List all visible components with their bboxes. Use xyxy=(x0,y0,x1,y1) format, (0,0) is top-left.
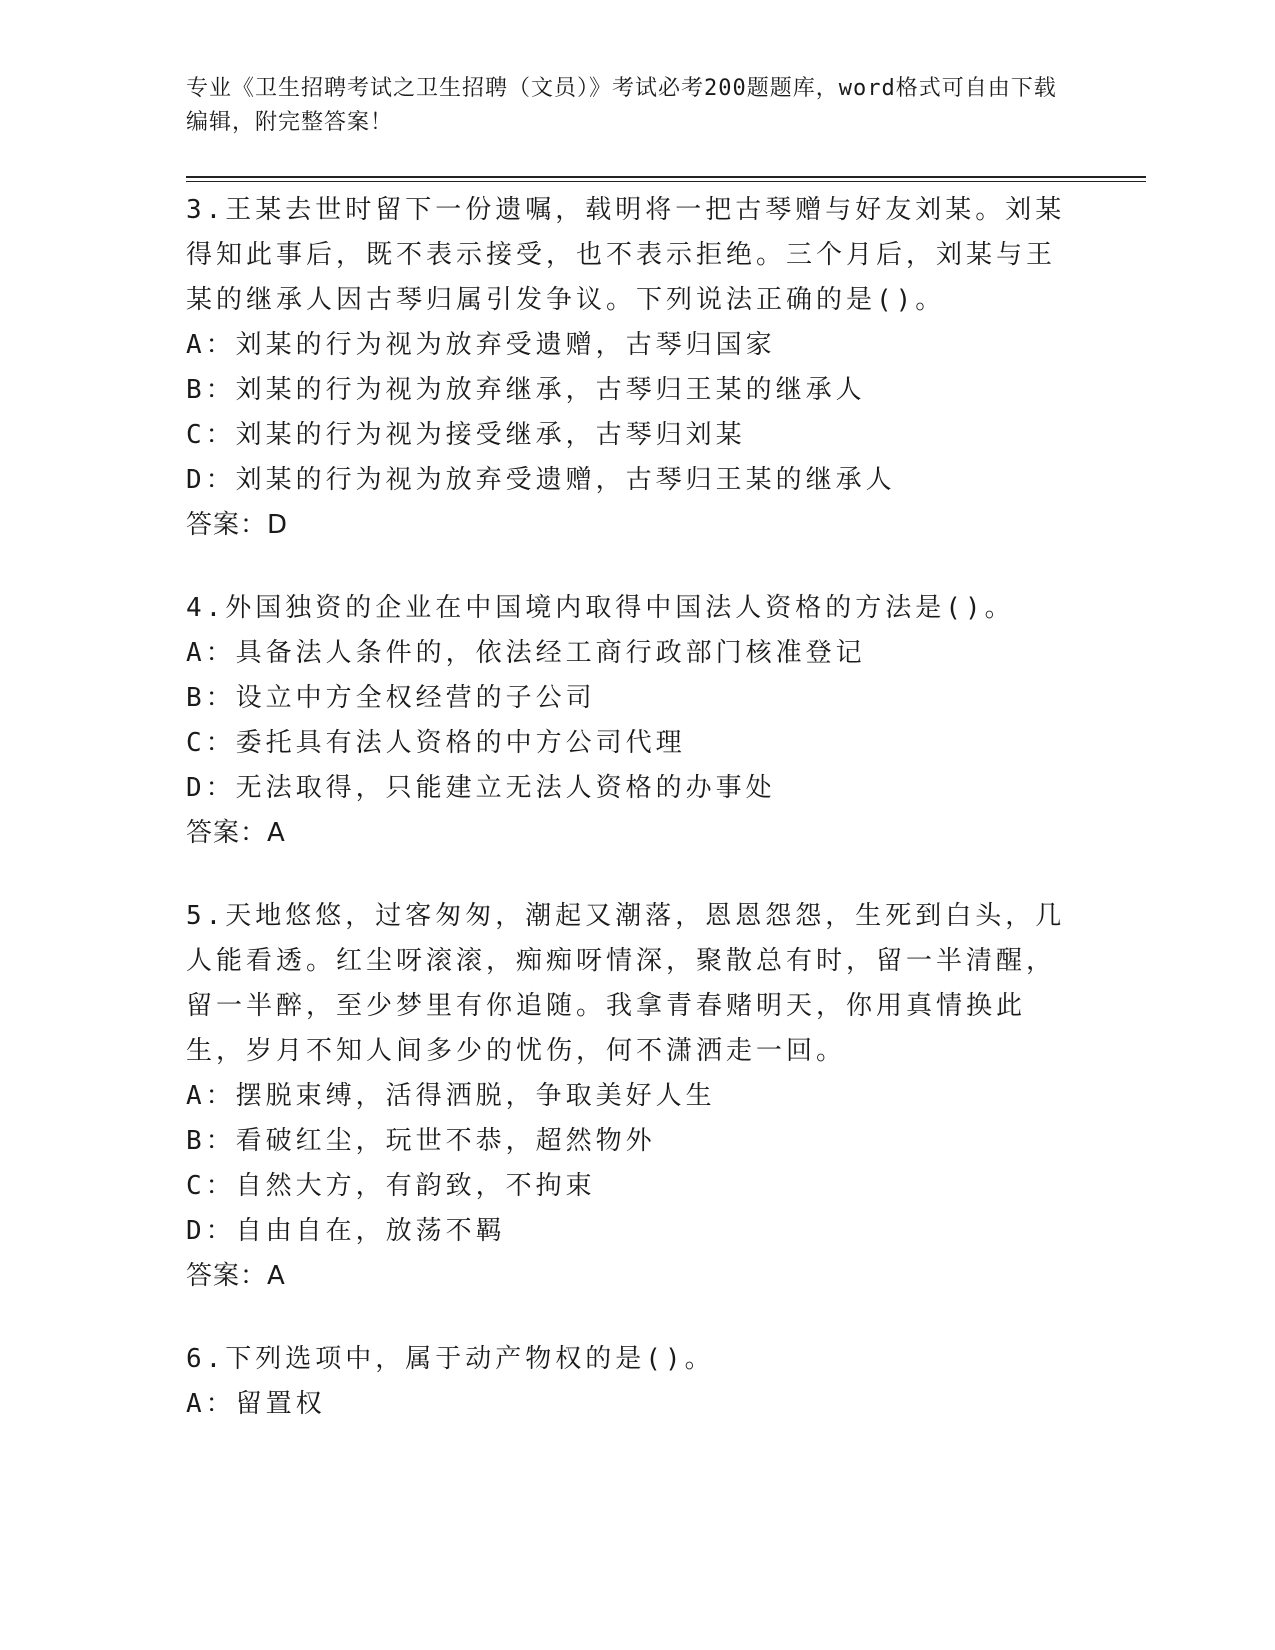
header-divider-thin xyxy=(186,181,1146,182)
question-4 xyxy=(186,586,1066,856)
option-a: A：刘某的行为视为放弃受遗赠，古琴归国家 xyxy=(186,330,776,360)
question-stem: 5.天地悠悠，过客匆匆，潮起又潮落，恩恩怨怨，生死到白头，几人能看透。红尘呀滚滚，痴痴呀情深，聚散总有时，留一半清醒，留一半醉，至少梦里有你追随。我拿青春赌明天，你用真情换此生，岁月不知人间多少的忧伤，何不潇洒走一回。 xyxy=(186,901,1066,1066)
option-c: C：刘某的行为视为接受继承，古琴归刘某 xyxy=(186,420,746,450)
option-b: B：设立中方全权经营的子公司 xyxy=(186,683,596,713)
option-c: C：委托具有法人资格的中方公司代理 xyxy=(186,728,686,758)
question-5 xyxy=(186,894,1066,1299)
option-a: A：摆脱束缚，活得洒脱，争取美好人生 xyxy=(186,1081,716,1111)
header-divider-thick xyxy=(186,176,1146,178)
question-6 xyxy=(186,1337,1066,1427)
option-d: D：自由自在，放荡不羁 xyxy=(186,1216,506,1246)
question-stem: 6.下列选项中，属于动产物权的是()。 xyxy=(186,1344,715,1374)
question-stem: 4.外国独资的企业在中国境内取得中国法人资格的方法是()。 xyxy=(186,593,1015,623)
answer-label: 答案：D xyxy=(186,510,289,540)
question-list xyxy=(186,188,1066,1465)
option-c: C：自然大方，有韵致，不拘束 xyxy=(186,1171,596,1201)
question-3 xyxy=(186,188,1066,548)
answer-label: 答案：A xyxy=(186,818,286,848)
answer-label: 答案：A xyxy=(186,1261,286,1291)
option-b: B：看破红尘，玩世不恭，超然物外 xyxy=(186,1126,656,1156)
option-d: D：刘某的行为视为放弃受遗赠，古琴归王某的继承人 xyxy=(186,465,896,495)
option-a: A：留置权 xyxy=(186,1389,326,1419)
question-stem: 3.王某去世时留下一份遗嘱，载明将一把古琴赠与好友刘某。刘某得知此事后，既不表示接受，也不表示拒绝。三个月后，刘某与王某的继承人因古琴归属引发争议。下列说法正确的是()。 xyxy=(186,195,1066,315)
option-b: B：刘某的行为视为放弃继承，古琴归王某的继承人 xyxy=(186,375,866,405)
document-header: 专业《卫生招聘考试之卫生招聘（文员）》考试必考200题题库，word格式可自由下载编辑，附完整答案！ xyxy=(186,76,1057,135)
option-d: D：无法取得，只能建立无法人资格的办事处 xyxy=(186,773,776,803)
option-a: A：具备法人条件的，依法经工商行政部门核准登记 xyxy=(186,638,866,668)
